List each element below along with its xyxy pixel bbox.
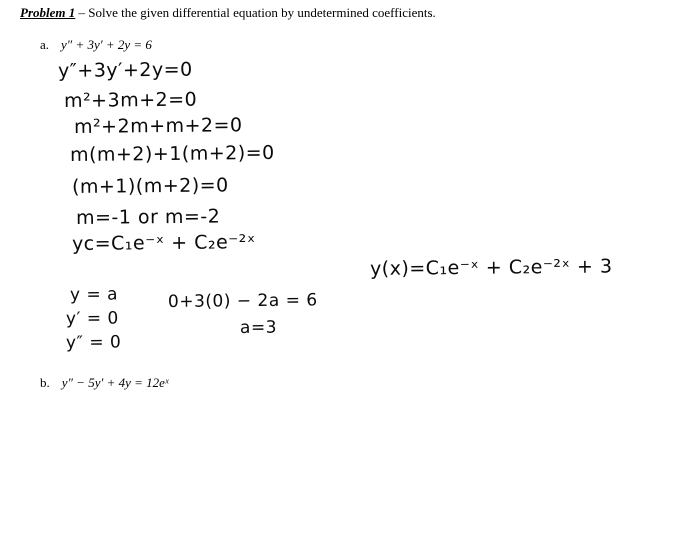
problem-header [20,5,436,21]
part-b-equation: y″ − 5y′ + 4y = 12eˣ [61,375,169,390]
hand-line-6: m=-1 or m=-2 [75,205,221,229]
part-a [40,36,152,54]
hand-line-1: y″+3y′+2y=0 [57,58,193,82]
guess-y-double-prime: y″ = 0 [65,332,122,353]
complementary-solution: yc=C₁e⁻ˣ + C₂e⁻²ˣ [71,231,256,255]
problem-label: Problem 1 [20,5,76,20]
guess-y-prime: y′ = 0 [65,308,119,329]
hand-line-3: m²+2m+m+2=0 [73,114,243,138]
part-b-label: b. [40,375,50,390]
coefficient-result: a=3 [239,317,278,338]
guess-y: y = a [69,284,119,305]
hand-line-5: (m+1)(m+2)=0 [71,174,229,198]
part-b [40,374,169,392]
general-solution: y(x)=C₁e⁻ˣ + C₂e⁻²ˣ + 3 [369,255,613,280]
header-separator: – [75,5,89,20]
problem-instructions: Solve the given differential equation by undetermined coefficients. [88,5,436,20]
part-a-equation: y″ + 3y′ + 2y = 6 [61,37,152,52]
part-a-label: a. [40,37,50,52]
hand-line-2: m²+3m+2=0 [63,88,198,112]
hand-line-4: m(m+2)+1(m+2)=0 [69,141,275,166]
substitution-line: 0+3(0) − 2a = 6 [167,290,318,312]
